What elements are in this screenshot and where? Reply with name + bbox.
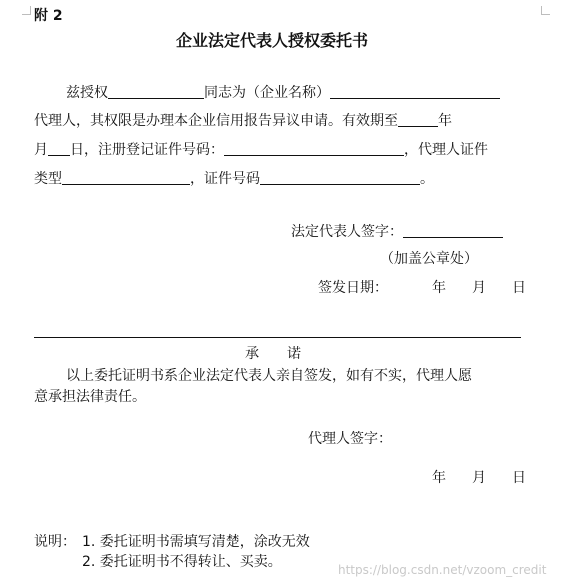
promise-year: 年 xyxy=(432,470,446,486)
promise-heading: 承 诺 xyxy=(245,346,301,362)
notes-label: 说明： xyxy=(34,534,76,550)
promise-text-line-2: 意承担法律责任。 xyxy=(34,389,146,405)
issue-date-label: 签发日期： xyxy=(318,280,388,296)
auth-line-1 xyxy=(66,83,500,103)
document-title: 企业法定代表人授权委托书 xyxy=(176,31,369,50)
promise-text-line-1: 以上委托证明书系企业法定代表人亲自签发，如有不实，代理人愿 xyxy=(66,368,472,384)
grant-prefix: 兹授权 xyxy=(66,85,108,101)
note-item-2: 2. 委托证明书不得转让、买卖。 xyxy=(82,554,282,570)
expiry-day-blank xyxy=(48,140,70,156)
agent-signature-label: 代理人签字： xyxy=(308,431,392,447)
auth-line-2 xyxy=(34,111,452,131)
registration-number-blank xyxy=(224,140,404,156)
promise-day: 日 xyxy=(512,470,526,486)
grantee-name-blank xyxy=(108,83,204,99)
legal-rep-label: 法定代表人签字： xyxy=(291,224,403,240)
issue-month: 月 xyxy=(472,280,486,296)
watermark: https://blog.csdn.net/vzoom_credit xyxy=(338,563,547,577)
issue-day: 日 xyxy=(512,280,526,296)
legal-rep-signature-blank xyxy=(403,222,503,238)
page-corner-mark-right xyxy=(541,6,550,15)
attachment-label: 附 2 xyxy=(34,8,63,24)
page-corner-mark-left xyxy=(22,6,31,15)
grantee-role-text: 同志为（企业名称） xyxy=(204,85,330,101)
legal-rep-signature xyxy=(291,222,503,242)
cert-type-label: 类型 xyxy=(34,171,62,187)
registration-label: 日，注册登记证件号码： xyxy=(70,142,224,158)
issue-date-row xyxy=(318,278,388,298)
month-label: 月 xyxy=(34,142,48,158)
promise-month: 月 xyxy=(472,470,486,486)
issue-year: 年 xyxy=(432,280,446,296)
authority-text: 代理人，其权限是办理本企业信用报告异议申请。有效期至 xyxy=(34,113,398,129)
section-divider xyxy=(34,337,521,338)
cert-number-label: ，证件号码 xyxy=(190,171,260,187)
auth-line-4 xyxy=(34,169,434,189)
seal-note: （加盖公章处） xyxy=(380,251,478,267)
company-name-blank xyxy=(330,83,500,99)
expiry-year-blank xyxy=(398,111,438,127)
year-label: 年 xyxy=(438,113,452,129)
cert-number-blank xyxy=(260,169,420,185)
agent-cert-label: ，代理人证件 xyxy=(404,142,488,158)
period-mark: 。 xyxy=(420,171,434,187)
auth-line-3 xyxy=(34,140,488,160)
note-item-1: 1. 委托证明书需填写清楚，涂改无效 xyxy=(82,534,310,550)
cert-type-blank xyxy=(62,169,190,185)
